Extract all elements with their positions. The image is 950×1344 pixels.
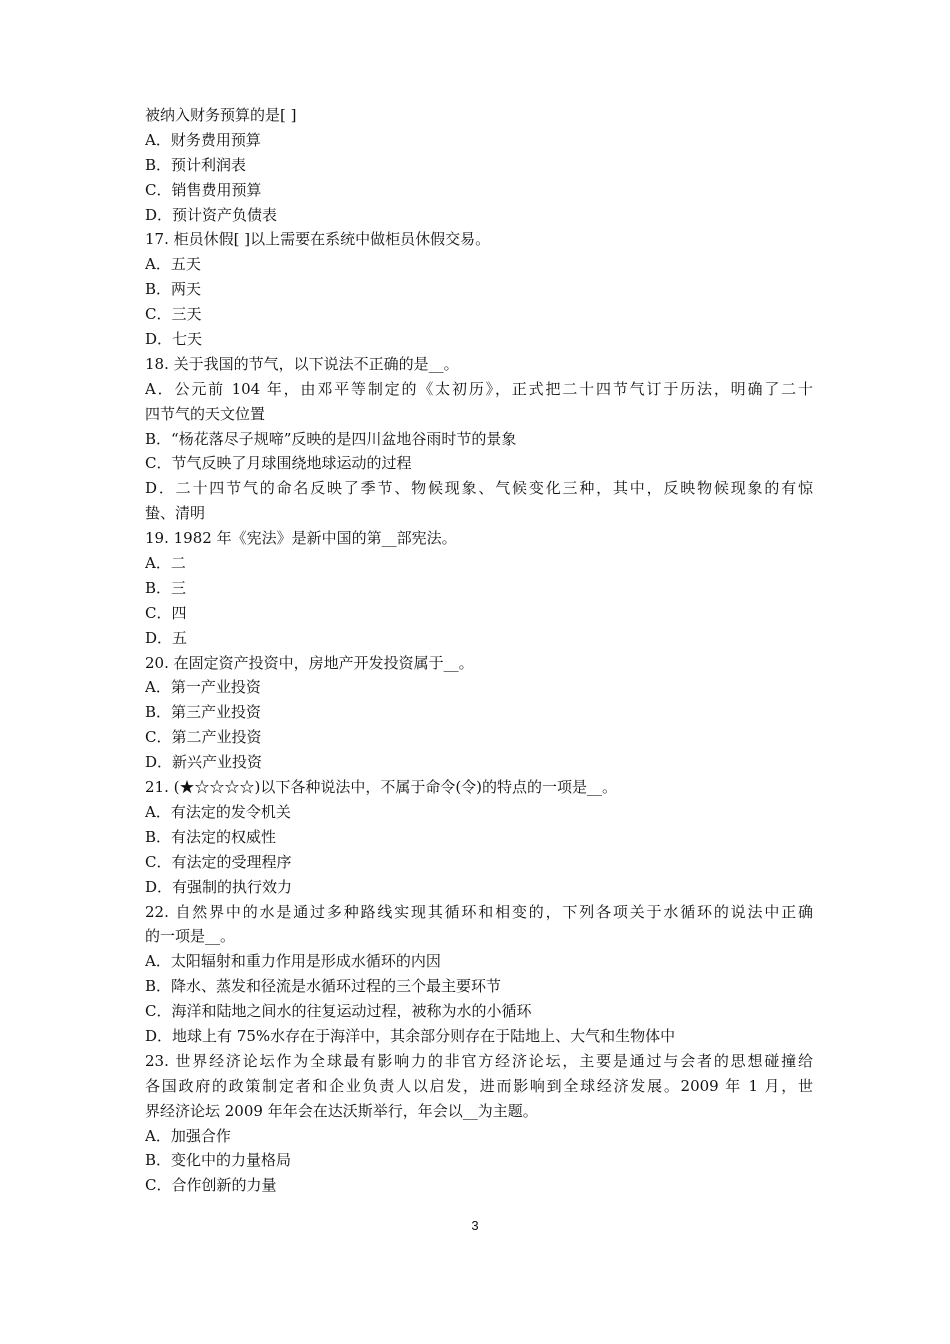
page-number: 3 [471, 1218, 479, 1233]
option-line-continued: 四节气的天文位置 [145, 404, 266, 423]
question-23: 23. 世界经济论坛作为全球最有影响力的非官方经济论坛，主要是通过与会者的思想碰撞给 [145, 1051, 813, 1070]
option-line: D．七天 [145, 330, 203, 349]
option-line: B．三 [145, 578, 187, 597]
option-line: A．太阳辐射和重力作用是形成水循环的内因 [145, 952, 441, 971]
question-line-continued: 界经济论坛 2009 年年会在达沃斯举行，年会以__为主题。 [145, 1101, 538, 1120]
option-line: B．两天 [145, 280, 202, 299]
option-line: D．地球上有 75%水存在于海洋中，其余部分则存在于陆地上、大气和生物体中 [145, 1026, 676, 1045]
question-22: 22. 自然界中的水是通过多种路线实现其循环和相变的，下列各项关于水循环的说法中正确 [145, 902, 813, 921]
question-18: 18. 关于我国的节气，以下说法不正确的是__。 [145, 354, 459, 373]
option-line: A．二 [145, 554, 186, 573]
option-line: C．合作创新的力量 [145, 1176, 277, 1195]
option-line: B．预计利润表 [145, 155, 247, 174]
option-line: C．三天 [145, 305, 202, 324]
option-line: D．新兴产业投资 [145, 753, 263, 772]
option-line: A．有法定的发令机关 [145, 802, 291, 821]
option-line: C．节气反映了月球围绕地球运动的过程 [145, 454, 412, 473]
option-line: D．预计资产负债表 [145, 205, 278, 224]
question-21: 21. (★☆☆☆☆)以下各种说法中，不属于命令(令)的特点的一项是__。 [145, 778, 618, 797]
option-line: C．四 [145, 603, 187, 622]
option-line: A．加强合作 [145, 1126, 231, 1145]
option-line: A．第一产业投资 [145, 678, 261, 697]
option-line: B．第三产业投资 [145, 703, 262, 722]
option-line: B．“杨花落尽子规啼”反映的是四川盆地谷雨时节的景象 [145, 429, 517, 448]
document-body [145, 103, 813, 1198]
question-line-continued: 的一项是__。 [145, 927, 236, 946]
option-line: A．财务费用预算 [145, 130, 261, 149]
option-line: D．有强制的执行效力 [145, 877, 293, 896]
text-line: 被纳入财务预算的是[ ] [145, 106, 297, 124]
option-line: C．有法定的受理程序 [145, 852, 292, 871]
option-line: B．有法定的权威性 [145, 827, 277, 846]
option-line: A．五天 [145, 255, 201, 274]
question-19: 19. 1982 年《宪法》是新中国的第__部宪法。 [145, 529, 457, 548]
question-line-continued: 各国政府的政策制定者和企业负责人以启发，进而影响到全球经济发展。2009 年 1 月，世 [145, 1076, 813, 1095]
question-17: 17. 柜员休假[ ]以上需要在系统中做柜员休假交易。 [145, 230, 491, 249]
option-line: C．海洋和陆地之间水的往复运动过程，被称为水的小循环 [145, 1002, 532, 1021]
question-20: 20. 在固定资产投资中，房地产开发投资属于__。 [145, 653, 474, 672]
option-line: B．降水、蒸发和径流是水循环过程的三个最主要环节 [145, 977, 502, 996]
option-line: B．变化中的力量格局 [145, 1151, 292, 1170]
option-line: D．二十四节气的命名反映了季节、物候现象、气候变化三种，其中，反映物候现象的有惊 [145, 479, 813, 498]
option-line: C．销售费用预算 [145, 180, 262, 199]
option-line-continued: 蛰、清明 [145, 504, 206, 523]
option-line: C．第二产业投资 [145, 728, 262, 747]
option-line: A．公元前 104 年，由邓平等制定的《太初历》，正式把二十四节气订于历法，明确了二十 [145, 379, 813, 398]
option-line: D．五 [145, 628, 188, 647]
